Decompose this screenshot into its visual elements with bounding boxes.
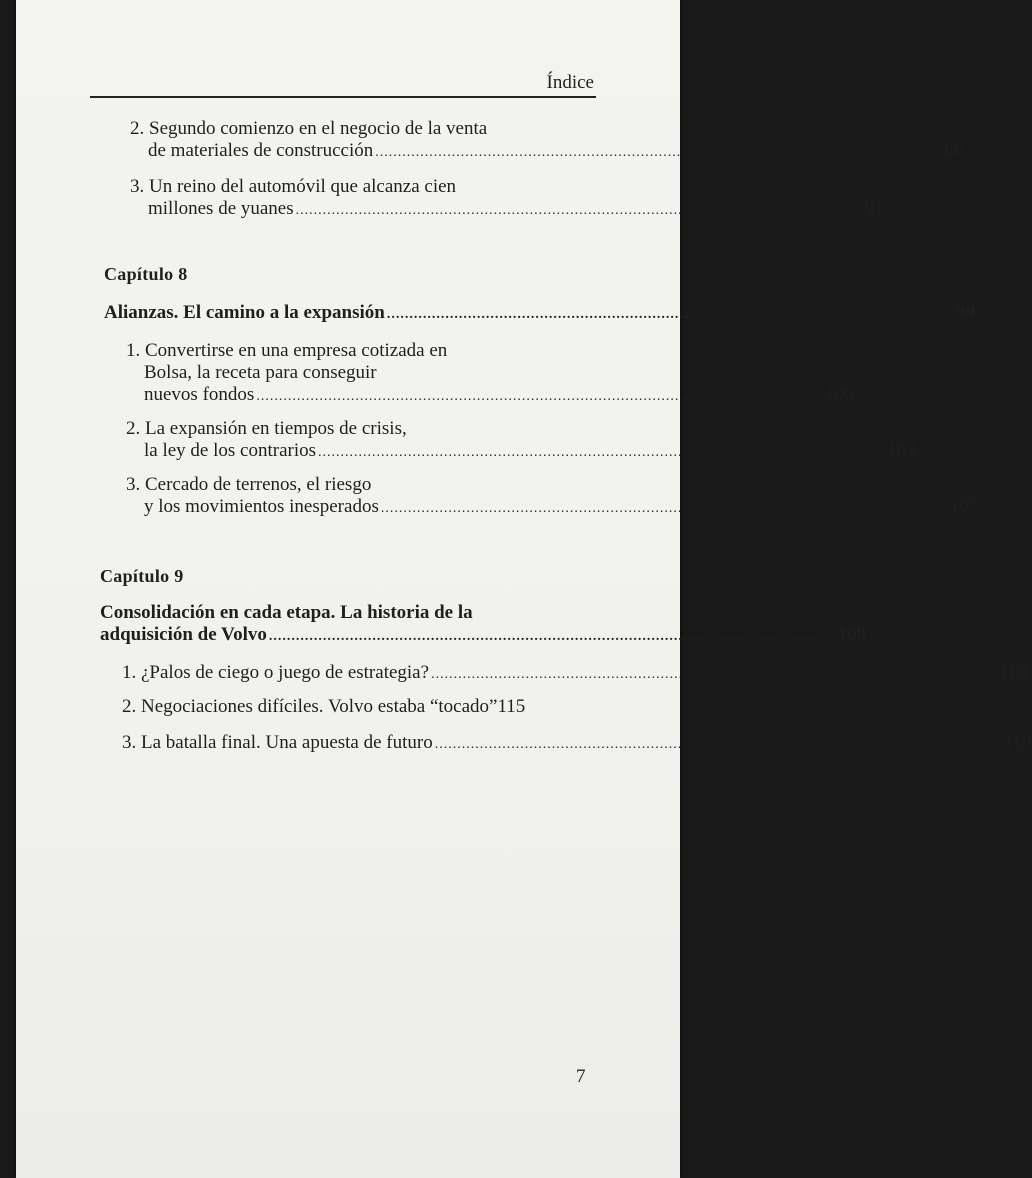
chapter-label — [104, 264, 188, 285]
toc-entry — [126, 418, 916, 464]
toc-entry — [122, 732, 1032, 756]
dot-leader: .............................................................................................................................. — [256, 389, 824, 404]
toc-page-number: 100 — [825, 384, 854, 405]
toc-entry — [126, 474, 979, 520]
toc-page-number: 109 — [837, 624, 867, 645]
chapter-title — [100, 602, 867, 648]
toc-entry-line: millones de yuanes — [148, 198, 294, 219]
toc-page-number: 91 — [864, 198, 884, 219]
toc-entry — [122, 662, 1029, 686]
dot-leader: .............................................................................................................................. — [268, 629, 836, 644]
toc-page-number: 86 — [944, 140, 964, 161]
book-page — [16, 0, 1032, 1178]
toc-entry-line: 3. La batalla final. Una apuesta de futuro — [122, 732, 433, 753]
toc-entry-line: 3. Cercado de terrenos, el riesgo — [126, 474, 372, 495]
toc-entry-line: 1. Convertirse en una empresa cotizada en — [126, 340, 448, 361]
toc-page-number: 107 — [949, 496, 979, 517]
toc-entry — [122, 696, 592, 718]
toc-entry — [130, 118, 964, 164]
header-rule — [90, 96, 596, 98]
toc-page-number: 109 — [1000, 662, 1029, 683]
page-number: 7 — [576, 1066, 586, 1087]
dot-leader: .............................................................................................................................. — [380, 501, 948, 516]
chapter-label-text: Capítulo 9 — [100, 566, 184, 586]
dot-leader: .............................................................................................................................. — [431, 667, 999, 682]
toc-entry-line: 2. La expansión en tiempos de crisis, — [126, 418, 407, 439]
running-header: Índice — [546, 72, 594, 93]
dot-leader: .............................................................................................................................. — [375, 145, 943, 160]
toc-entry — [126, 340, 854, 408]
toc-entry — [130, 176, 884, 222]
toc-entry-line: 1. ¿Palos de ciego o juego de estrategia? — [122, 662, 430, 683]
toc-entry-line: de materiales de construcción — [148, 140, 374, 161]
toc-entry-line: 2. Segundo comienzo en el negocio de la venta — [130, 118, 488, 139]
toc-entry-line: y los movimientos inesperados — [144, 496, 379, 517]
toc-entry-line: la ley de los contrarios — [144, 440, 317, 461]
chapter-title-text: adquisición de Volvo — [100, 624, 267, 645]
toc-page-number: 115 — [497, 696, 526, 717]
toc-page-number: 99 — [955, 302, 975, 323]
dot-leader: .............................................................................................................................. — [318, 445, 886, 460]
chapter-label-text: Capítulo 8 — [104, 264, 188, 284]
toc-entry-line: nuevos fondos — [144, 384, 255, 405]
chapter-title-text: Alianzas. El camino a la expansión — [104, 302, 385, 323]
chapter-label — [100, 566, 184, 587]
dot-leader: .............................................................................................................................. — [295, 203, 863, 218]
chapter-title-text: Consolidación en cada etapa. La historia de la — [100, 602, 473, 623]
dot-leader: .............................................................................................................................. — [386, 307, 954, 322]
toc-page-number: 119 — [1003, 732, 1032, 753]
dot-leader: .............................................................................................................................. — [434, 737, 1002, 752]
toc-entry-line: Bolsa, la receta para conseguir — [144, 362, 377, 383]
toc-entry-line: 3. Un reino del automóvil que alcanza cien — [130, 176, 457, 197]
chapter-title — [104, 302, 975, 326]
toc-page-number: 103 — [887, 440, 916, 461]
toc-entry-line: 2. Negociaciones difíciles. Volvo estaba “tocado” — [122, 696, 498, 717]
